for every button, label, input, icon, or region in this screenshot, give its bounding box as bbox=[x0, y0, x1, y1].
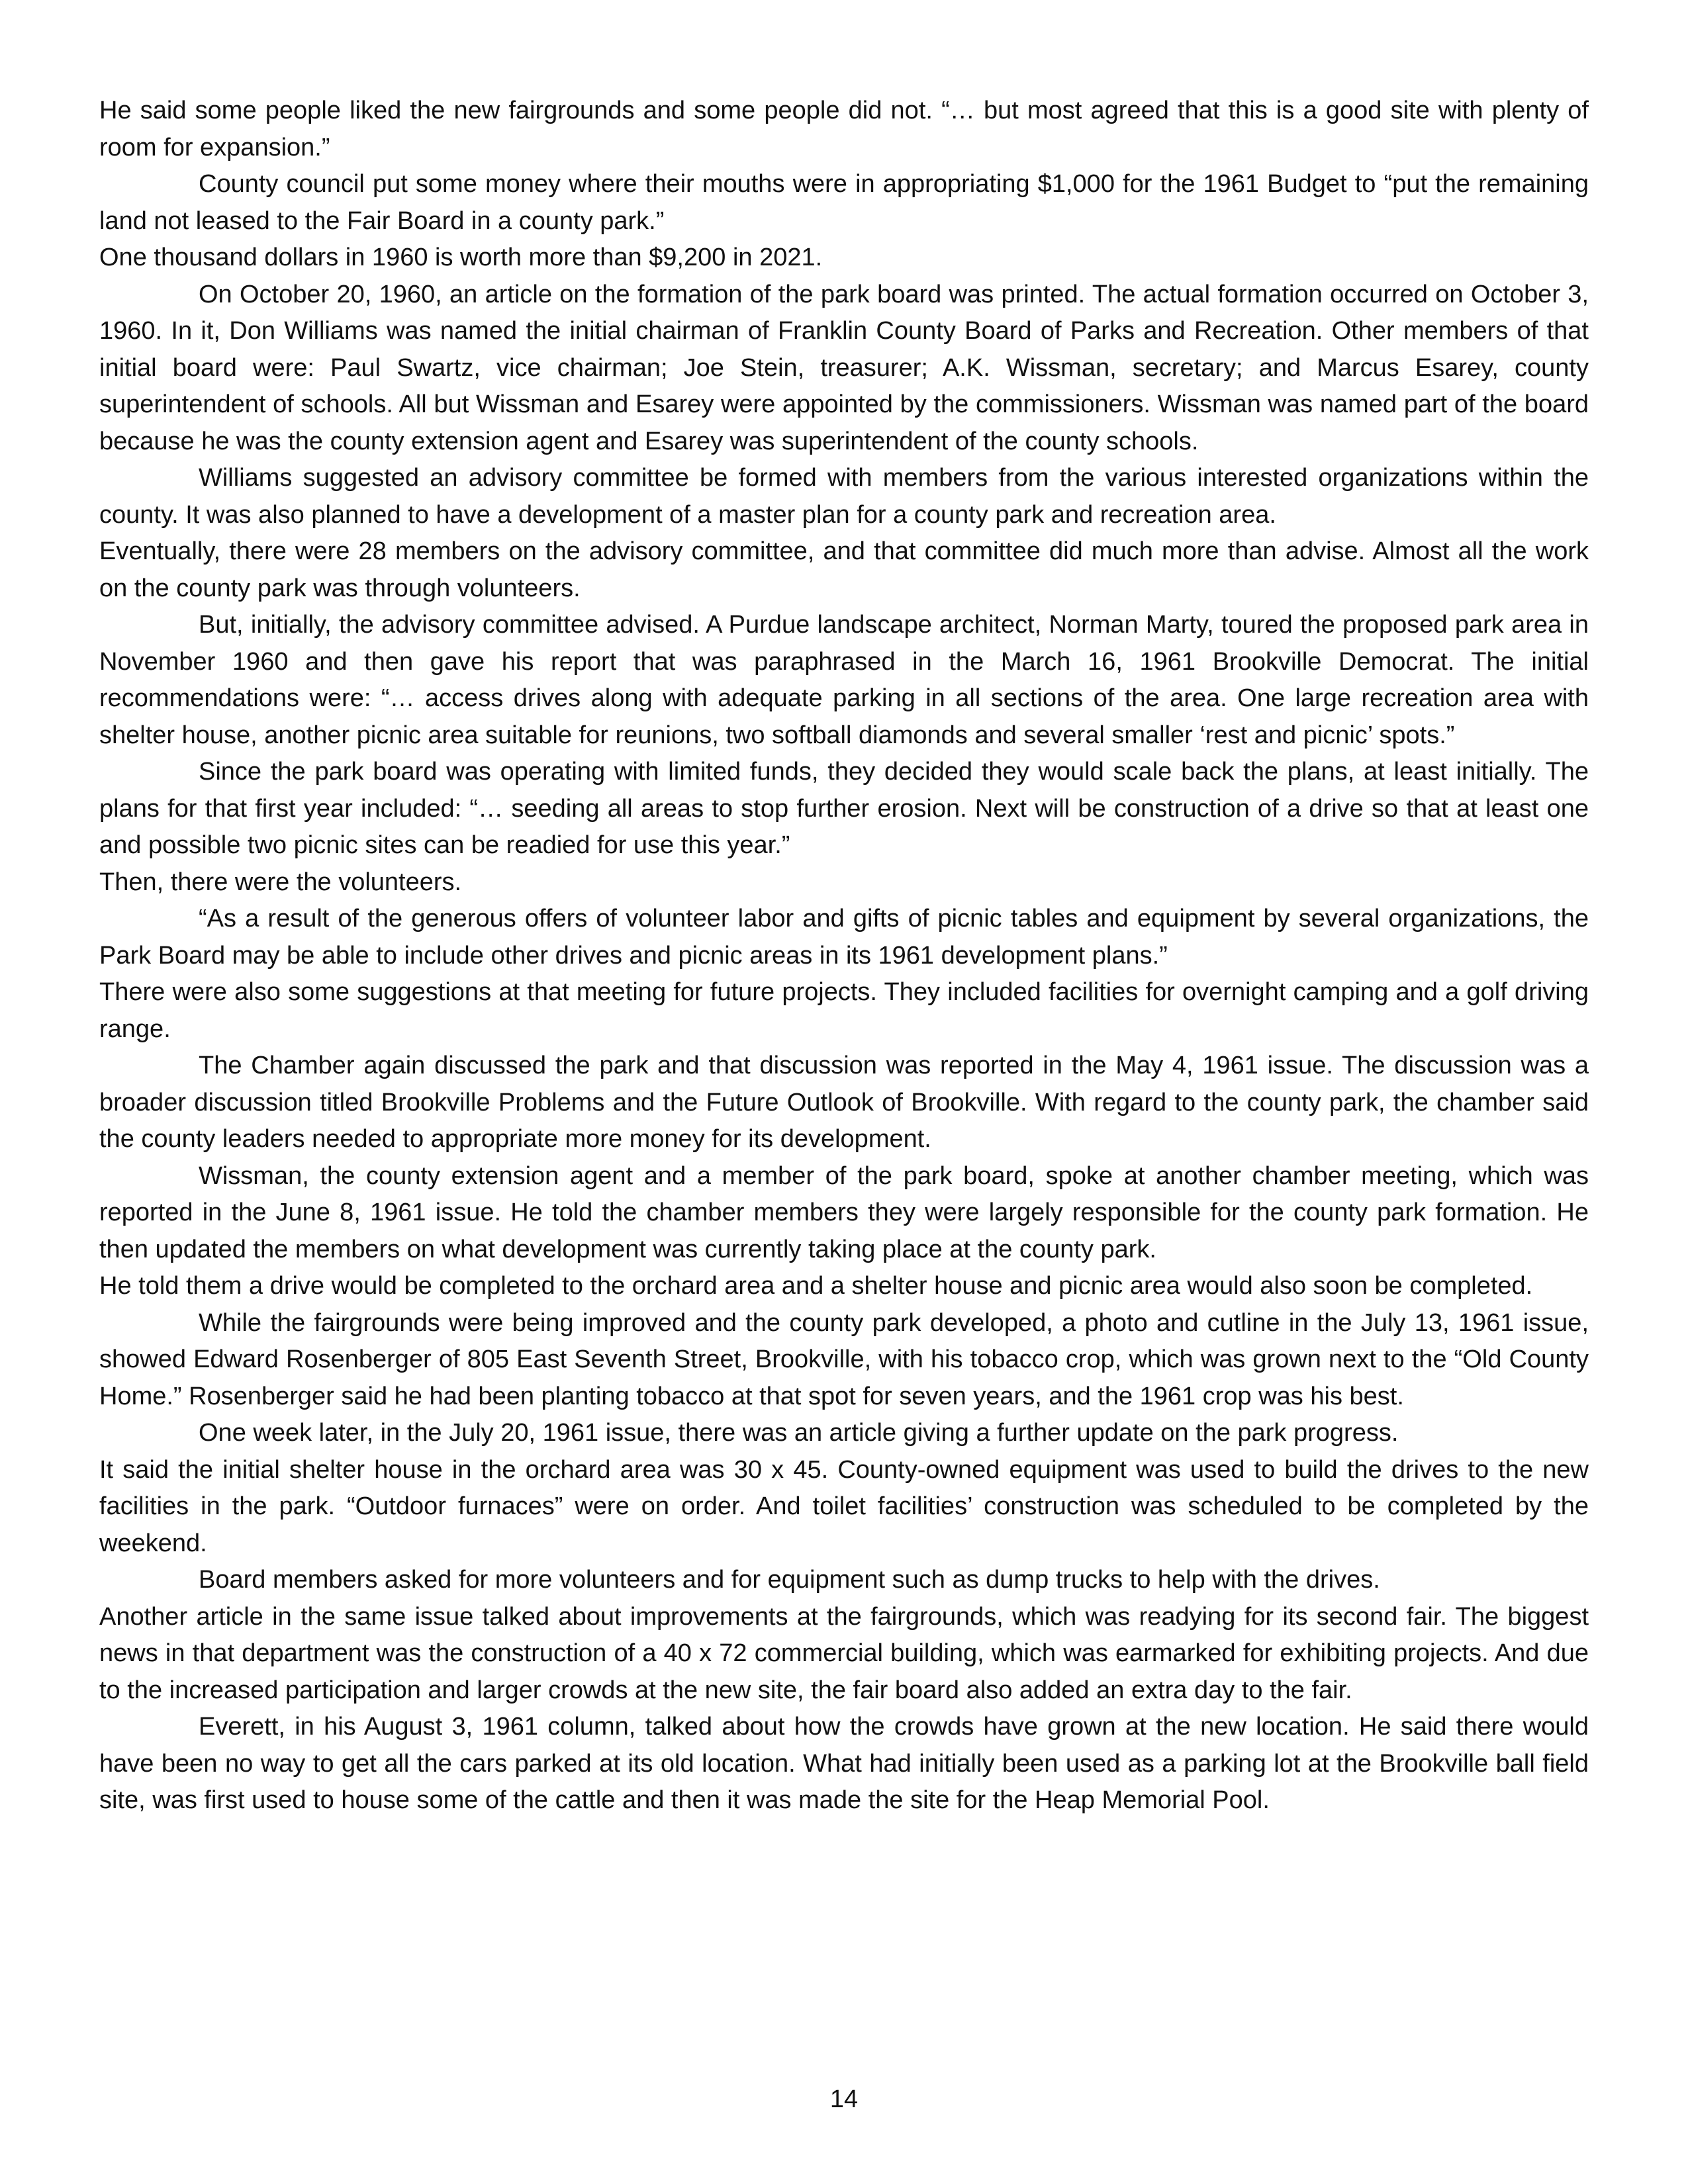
paragraph: Since the park board was operating with limited funds, they decided they would scale back the plans, at least initially. The plans for that first year included: “… seeding all areas to stop further erosion. Next will be construction of a drive so that at least one and possible two picnic sites can be readied for use this year.” bbox=[99, 758, 1589, 859]
paragraph: Eventually, there were 28 members on the advisory committee, and that committee did much more than advise. Almost all the work on the county park was through volunteers. bbox=[99, 537, 1589, 602]
paragraph: He told them a drive would be completed to the orchard area and a shelter house and picnic area would also soon be completed. bbox=[99, 1272, 1533, 1300]
paragraph: County council put some money where their mouths were in appropriating $1,000 for the 1961 Budget to “put the remaining land not leased to the Fair Board in a county park.” bbox=[99, 170, 1589, 235]
paragraph: On October 20, 1960, an article on the formation of the park board was printed. The actual formation occurred on October 3, 1960. In it, Don Williams was named the initial chairman of Franklin County Board of Parks and Recreation. Other members of that initial board were: Paul Swartz, vice chairman; Joe Stein, treasurer; A.K. Wissman, secretary; and Marcus Esarey, county superintendent of schools. All but Wissman and Esarey were appointed by the commissioners. Wissman was named part of the board because he was the county extension agent and Esarey was superintendent of the county schools. bbox=[99, 280, 1589, 455]
paragraph: There were also some suggestions at that meeting for future projects. They included facilities for overnight camping and a golf driving range. bbox=[99, 978, 1589, 1043]
paragraph: Everett, in his August 3, 1961 column, talked about how the crowds have grown at the new location. He said there would have been no way to get all the cars parked at its old location. What had initially been used as a parking lot at the Brookville ball field site, was first used to house some of the cattle and then it was made the site for the Heap Memorial Pool. bbox=[99, 1713, 1589, 1814]
document-body bbox=[99, 93, 1589, 1819]
paragraph: Williams suggested an advisory committee be formed with members from the various interested organizations within the county. It was also planned to have a development of a master plan for a county park and recreation area. bbox=[99, 464, 1589, 529]
paragraph: While the fairgrounds were being improved and the county park developed, a photo and cutline in the July 13, 1961 issue, showed Edward Rosenberger of 805 East Seventh Street, Brookville, with his tobacco crop, which was grown next to the “Old County Home.” Rosenberger said he had been planting tobacco at that spot for seven years, and the 1961 crop was his best. bbox=[99, 1308, 1589, 1410]
paragraph: Then, there were the volunteers. bbox=[99, 868, 462, 896]
paragraph: He said some people liked the new fairgrounds and some people did not. “… but most agreed that this is a good site with plenty of room for expansion.” bbox=[99, 97, 1589, 161]
paragraph: One week later, in the July 20, 1961 issue, there was an article giving a further update on the park progress. bbox=[199, 1419, 1399, 1447]
page-number: 14 bbox=[829, 2085, 859, 2113]
paragraph: One thousand dollars in 1960 is worth more than $9,200 in 2021. bbox=[99, 244, 823, 271]
paragraph: But, initially, the advisory committee advised. A Purdue landscape architect, Norman Marty, toured the proposed park area in November 1960 and then gave his report that was paraphrased in the March 16, 1961 Brookville Democrat. The initial recommendations were: “… access drives along with adequate parking in all sections of the area. One large recreation area with shelter house, another picnic area suitable for reunions, two softball diamonds and several smaller ‘rest and picnic’ spots.” bbox=[99, 611, 1589, 749]
paragraph: “As a result of the generous offers of volunteer labor and gifts of picnic tables and equipment by several organizations, the Park Board may be able to include other drives and picnic areas in its 1961 development plans.” bbox=[99, 905, 1589, 970]
paragraph: Wissman, the county extension agent and a member of the park board, spoke at another chamber meeting, which was reported in the June 8, 1961 issue. He told the chamber members they were largely responsible for the county park formation. He then updated the members on what development was currently taking place at the county park. bbox=[99, 1161, 1589, 1263]
paragraph: Another article in the same issue talked about improvements at the fairgrounds, which was readying for its second fair. The biggest news in that department was the construction of a 40 x 72 commercial building, which was earmarked for exhibiting projects. And due to the increased participation and larger crowds at the new site, the fair board also added an extra day to the fair. bbox=[99, 1602, 1589, 1704]
paragraph: The Chamber again discussed the park and that discussion was reported in the May 4, 1961 issue. The discussion was a broader discussion titled Brookville Problems and the Future Outlook of Brookville. With regard to the county park, the chamber said the county leaders needed to appropriate more money for its development. bbox=[99, 1052, 1589, 1153]
paragraph: It said the initial shelter house in the orchard area was 30 x 45. County-owned equipment was used to build the drives to the new facilities in the park. “Outdoor furnaces” were on order. And toilet facilities’ construction was scheduled to be completed by the weekend. bbox=[99, 1455, 1589, 1557]
paragraph: Board members asked for more volunteers and for equipment such as dump trucks to help with the drives. bbox=[199, 1566, 1380, 1594]
